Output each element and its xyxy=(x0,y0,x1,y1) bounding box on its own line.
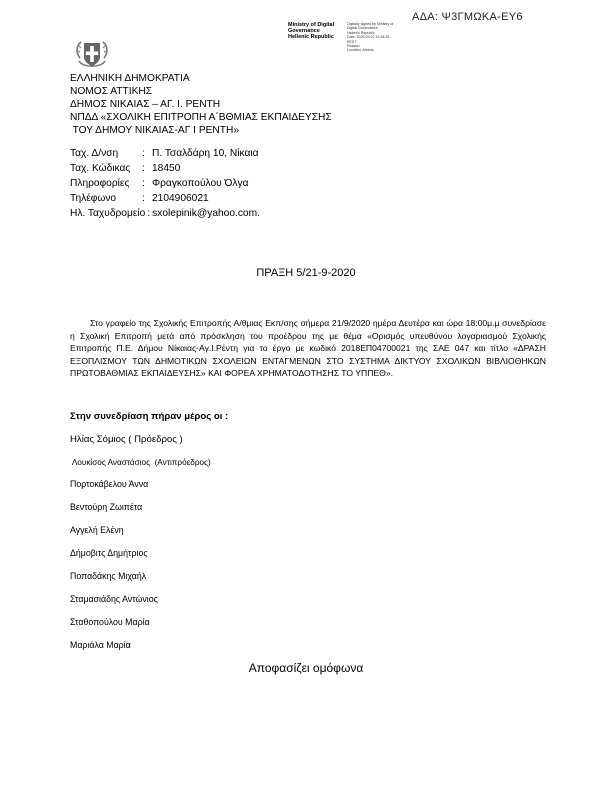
header-line: ΤΟΥ ΔΗΜΟΥ ΝΙΚΑΙΑΣ-ΑΓ Ι ΡΕΝΤΗ» xyxy=(70,125,240,136)
contact-value: 18450 xyxy=(152,163,181,174)
issuer-header xyxy=(70,72,332,137)
attendee-item: Δήμοβιτς Δημήτριος xyxy=(70,548,148,558)
contact-value: Φραγκοπούλου Όλγα xyxy=(152,178,249,189)
contact-row-phone xyxy=(70,191,260,206)
body-paragraph: Στο γραφείο της Σχολικής Επιτροπής Α/θμιας Εκπ/σης σήμερα 21/9/2020 ημέρα Δευτέρα και ώρα 18:00μ.μ συνεδρίασε η Σχολική Επιτροπή μετά από πρόσκληση του προέδρου της με θέμα «Ορισμός υπευθύνου λογαριασμού Σχολικής Επιτροπής Π.Ε. Δήμου Νίκαιας-Αγ.Ι.Ρέντη για το έργο με κωδικό 2018ΕΠ04700021 της ΣΑΕ 047 και τίτλο «ΔΡΑΣΗ ΕΞΟΠΛΙΣΜΟΥ ΤΩΝ ΔΗΜΟΤΙΚΩΝ ΣΧΟΛΕΙΩΝ ΕΝΤΑΓΜΕΝΩΝ ΣΤΟ ΣΥΣΤΗΜΑ ΔΙΚΤΥΟΥ ΣΧΟΛΙΚΩΝ ΒΙΒΛΙΟΘΗΚΩΝ ΠΡΩΤΟΒΑΘΜΙΑΣ ΕΚΠΑΙΔΕΥΣΗΣ» ΚΑΙ ΦΟΡΕΑ ΧΡΗΜΑΤΟΔΟΤΗΣΗΣ ΤΟ ΥΠΠΕΘ». xyxy=(70,318,546,379)
contact-key: Ταχ. Δ/νση xyxy=(70,148,119,159)
signature-line: Ministry of Digital xyxy=(288,22,335,28)
header-line: ΕΛΛΗΝΙΚΗ ΔΗΜΟΚΡΑΤΙΑ xyxy=(70,73,190,84)
ada-code: ΑΔΑ: Ψ3ΓΜΩΚΑ-ΕΥ6 xyxy=(412,11,523,23)
attendee-item: Αγγελή Ελένη xyxy=(70,525,124,535)
attendee-item: Πορτοκάβελου Άννα xyxy=(70,479,149,489)
digital-signature-details xyxy=(347,22,393,53)
decision-heading: Αποφασίζει ομόφωνα xyxy=(248,661,364,675)
attendee-item: Σταμασιάδης Αντώνιος xyxy=(70,594,158,604)
contact-separator: : xyxy=(142,193,145,204)
contact-key: Ηλ. Ταχυδρομείο xyxy=(70,208,146,219)
contact-row-info xyxy=(70,176,260,191)
contact-separator: : xyxy=(147,208,151,219)
attendee-item: Μαριάλα Μαρία xyxy=(70,640,131,650)
signature-detail: Reason: xyxy=(347,44,361,49)
contact-value-email[interactable]: sxolepinik@yahoo.com. xyxy=(152,208,260,219)
attendees-heading: Στην συνεδρίαση πήραν μέρος οι : xyxy=(70,411,229,422)
signature-detail: Date: 2020.09.22 11:16:25 xyxy=(347,35,390,40)
contact-separator: : xyxy=(142,178,145,189)
digital-signature-stamp xyxy=(288,22,334,40)
attendee-item: Βεντούρη Ζωιπέτα xyxy=(70,502,143,512)
attendee-item: Ποπαδάκης Μιχαήλ xyxy=(70,571,147,581)
signature-line: Hellenic Republic xyxy=(288,34,334,40)
contact-row-email xyxy=(70,206,260,221)
signature-detail: EEST xyxy=(347,39,357,44)
signature-detail: Hellenic Republic xyxy=(347,30,375,35)
contact-row-postcode xyxy=(70,161,260,176)
contact-key: Τηλέφωνο xyxy=(70,193,117,204)
attendee-item: Ηλίας Σόμιος ( Πρόεδρος ) xyxy=(70,434,183,445)
contact-value: Π. Τσαλδάρη 10, Νίκαια xyxy=(152,148,259,159)
signature-line: Governance xyxy=(288,28,320,34)
attendee-item: Σταθοπούλου Μαρία xyxy=(70,617,150,627)
contact-key: Πληροφορίες xyxy=(70,178,130,189)
attendee-item: Λουκίσος Αναστάσιος (Αντιπρόεδρος) xyxy=(70,458,211,467)
contact-key: Ταχ. Κώδικας xyxy=(70,163,131,174)
header-line: ΝΟΜΟΣ ΑΤΤΙΚΗΣ xyxy=(70,86,153,97)
document-title: ΠΡΑΞΗ 5/21-9-2020 xyxy=(256,267,356,279)
contact-row-address xyxy=(70,146,260,161)
contact-details xyxy=(70,146,260,221)
contact-separator: : xyxy=(142,163,145,174)
signature-detail: Digitally signed by Ministry of xyxy=(347,22,394,26)
signature-detail: Digital Governance, xyxy=(347,26,379,31)
greek-coat-of-arms-icon xyxy=(73,40,111,72)
header-line: ΔΗΜΟΣ ΝΙΚΑΙΑΣ – ΑΓ. Ι. ΡΕΝΤΗ xyxy=(70,99,221,110)
contact-separator: : xyxy=(142,148,145,159)
signature-detail: Location: Athens xyxy=(347,48,374,53)
contact-value: 2104906021 xyxy=(152,193,209,204)
header-line: ΝΠΔΔ «ΣΧΟΛΙΚΗ ΕΠΙΤΡΟΠΗ Α΄ΒΘΜΙΑΣ ΕΚΠΑΙΔΕΥΣΗΣ xyxy=(70,112,332,123)
